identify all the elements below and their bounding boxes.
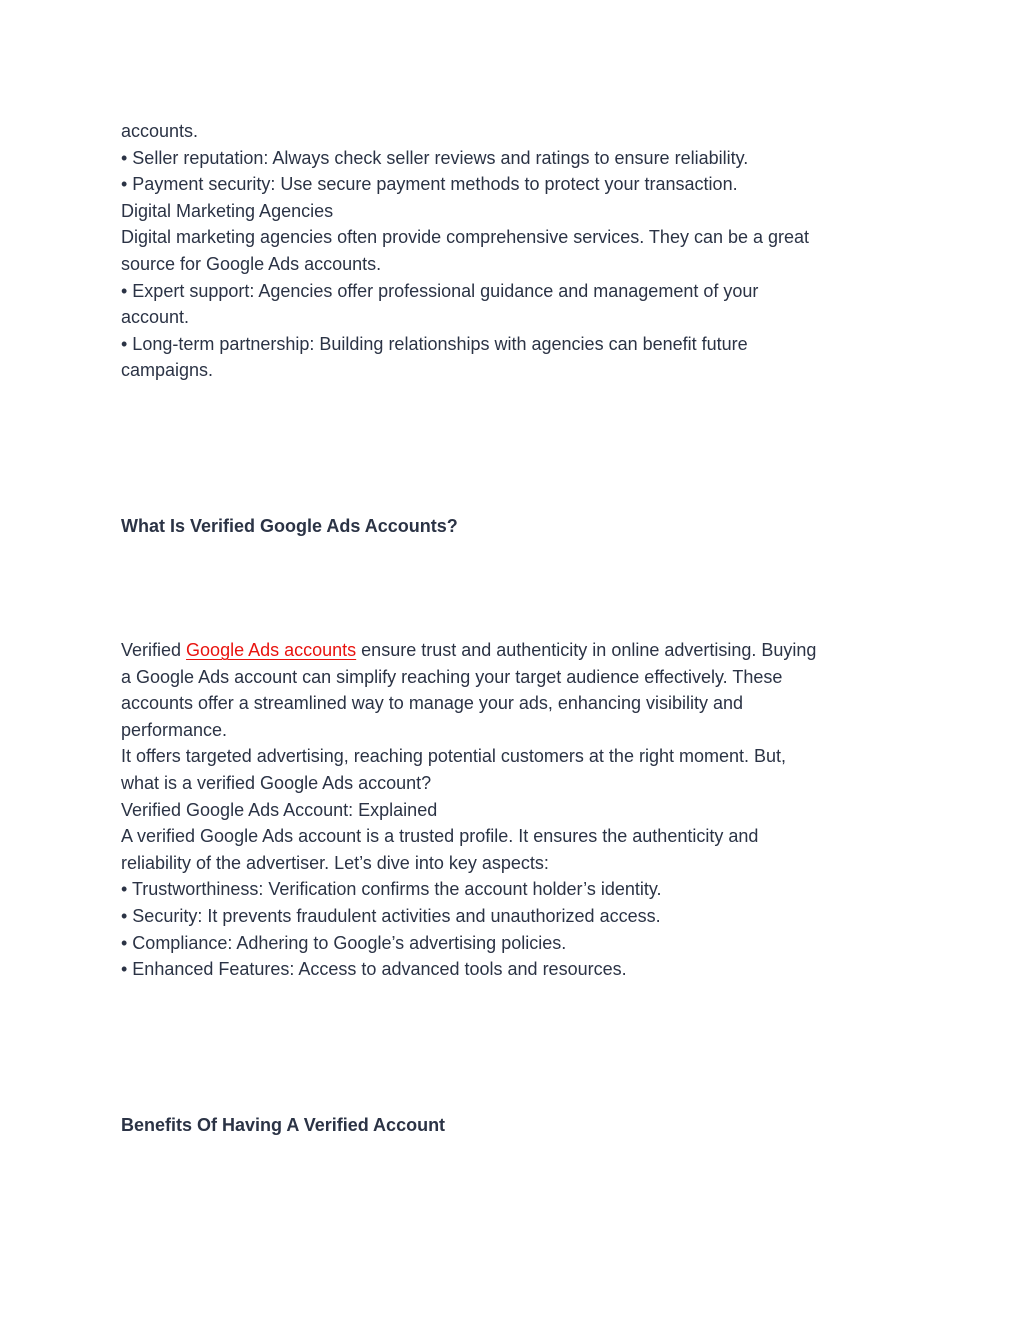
- bullet-trustworthiness: • Trustworthiness: Verification confirms the account holder’s identity.: [121, 879, 662, 900]
- text-prefix: Verified: [121, 640, 187, 660]
- bullet-expert-support: • Expert support: Agencies offer professional guidance and management of your: [121, 280, 759, 301]
- bullet-enhanced-features: • Enhanced Features: Access to advanced tools and resources.: [121, 959, 627, 980]
- heading-benefits: [121, 1112, 911, 1138]
- bullet-compliance: • Compliance: Adhering to Google’s advertising policies.: [121, 932, 567, 953]
- paragraph-line: performance.: [121, 719, 228, 740]
- subheading-digital-marketing-agencies: Digital Marketing Agencies: [121, 200, 334, 221]
- paragraph-line: accounts.: [121, 121, 199, 141]
- subheading-explained: Verified Google Ads Account: Explained: [121, 799, 438, 820]
- paragraph-line: a Google Ads account can simplify reaching your target audience effectively. These: [121, 666, 783, 687]
- bullet-seller-reputation: • Seller reputation: Always check seller reviews and ratings to ensure reliability.: [121, 147, 749, 168]
- bullet-long-term-partnership: • Long-term partnership: Building relationships with agencies can benefit future: [121, 333, 748, 354]
- bullet-security: • Security: It prevents fraudulent activities and unauthorized access.: [121, 905, 661, 926]
- section-verified-accounts: [121, 637, 911, 983]
- section-heading: Benefits Of Having A Verified Account: [121, 1115, 446, 1135]
- bullet-payment-security: • Payment security: Use secure payment methods to protect your transaction.: [121, 174, 738, 195]
- paragraph-line: what is a verified Google Ads account?: [121, 772, 432, 793]
- paragraph-line: Digital marketing agencies often provide comprehensive services. They can be a great: [121, 227, 810, 248]
- section-sourcing-options: [121, 118, 911, 384]
- paragraph-line: account.: [121, 307, 190, 328]
- paragraph-line: A verified Google Ads account is a trusted profile. It ensures the authenticity and: [121, 826, 759, 847]
- paragraph-line: accounts offer a streamlined way to manage your ads, enhancing visibility and: [121, 693, 744, 714]
- paragraph-line: campaigns.: [121, 360, 214, 381]
- paragraph-line: It offers targeted advertising, reaching potential customers at the right moment. But,: [121, 746, 787, 767]
- section-heading: What Is Verified Google Ads Accounts?: [121, 516, 458, 536]
- paragraph-line: reliability of the advertiser. Let’s dive into key aspects:: [121, 852, 549, 873]
- text-suffix: ensure trust and authenticity in online advertising. Buying: [356, 640, 817, 660]
- paragraph-first-line: [121, 637, 911, 664]
- heading-what-is-verified: [121, 513, 911, 539]
- google-ads-accounts-link[interactable]: Google Ads accounts: [186, 640, 357, 660]
- paragraph-line: source for Google Ads accounts.: [121, 253, 382, 274]
